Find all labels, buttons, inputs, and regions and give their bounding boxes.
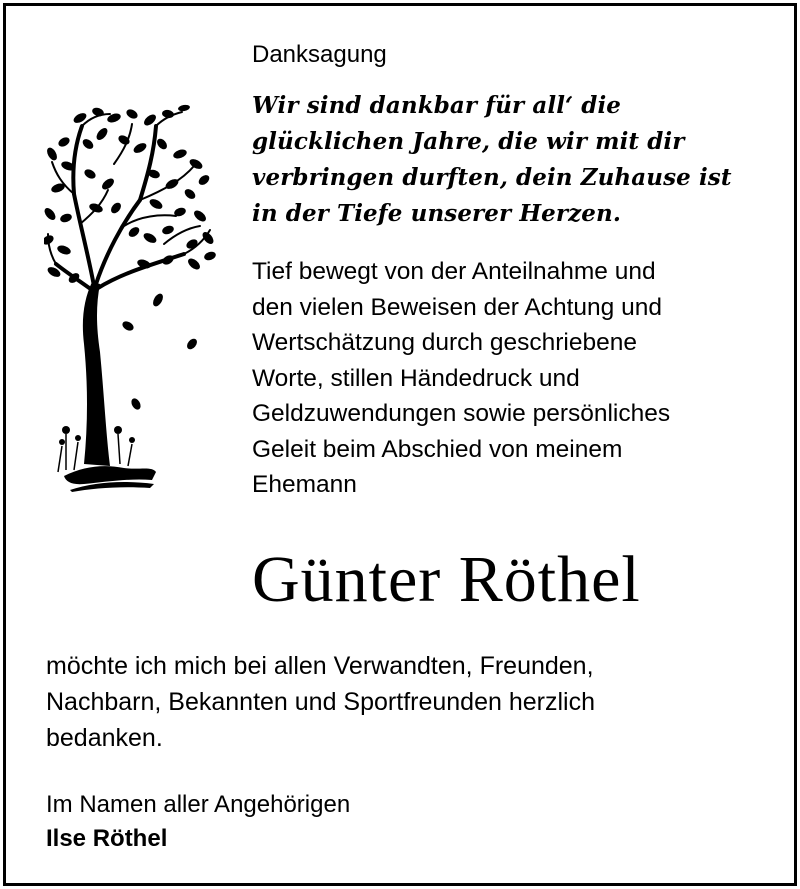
memorial-quote xyxy=(252,88,772,232)
family-note: Im Namen aller Angehörigen xyxy=(46,791,351,818)
closing-line: bedanken. xyxy=(46,724,163,752)
thanks-line: den vielen Beweisen der Achtung und xyxy=(252,293,662,321)
notice-heading: Danksagung xyxy=(252,41,387,68)
thanks-line: Worte, stillen Händedruck und xyxy=(252,364,580,392)
thanks-line: Ehemann xyxy=(252,471,357,498)
quote-line: Wir sind dankbar für all‘ die xyxy=(252,92,622,119)
closing-line: möchte ich mich bei allen Verwandten, Freunden, xyxy=(46,652,594,680)
thanks-line: Geleit beim Abschied von meinem xyxy=(252,435,623,463)
closing-line: Nachbarn, Bekannten und Sportfreunden herzlich xyxy=(46,688,595,716)
tree-silhouette-icon xyxy=(44,104,220,494)
signature: Ilse Röthel xyxy=(46,825,168,852)
thanks-line: Geldzuwendungen sowie persönliches xyxy=(252,400,671,427)
thanks-line: Wertschätzung durch geschriebene xyxy=(252,329,637,356)
quote-line: in der Tiefe unserer Herzen. xyxy=(252,200,621,227)
deceased-name: Günter Röthel xyxy=(252,543,641,616)
thanks-line: Tief bewegt von der Anteilnahme und xyxy=(252,258,656,285)
closing-paragraph xyxy=(46,648,595,756)
thanks-paragraph xyxy=(252,254,670,503)
quote-line: verbringen durften, dein Zuhause ist xyxy=(252,164,732,191)
quote-line: glücklichen Jahre, die wir mit dir xyxy=(252,128,685,155)
